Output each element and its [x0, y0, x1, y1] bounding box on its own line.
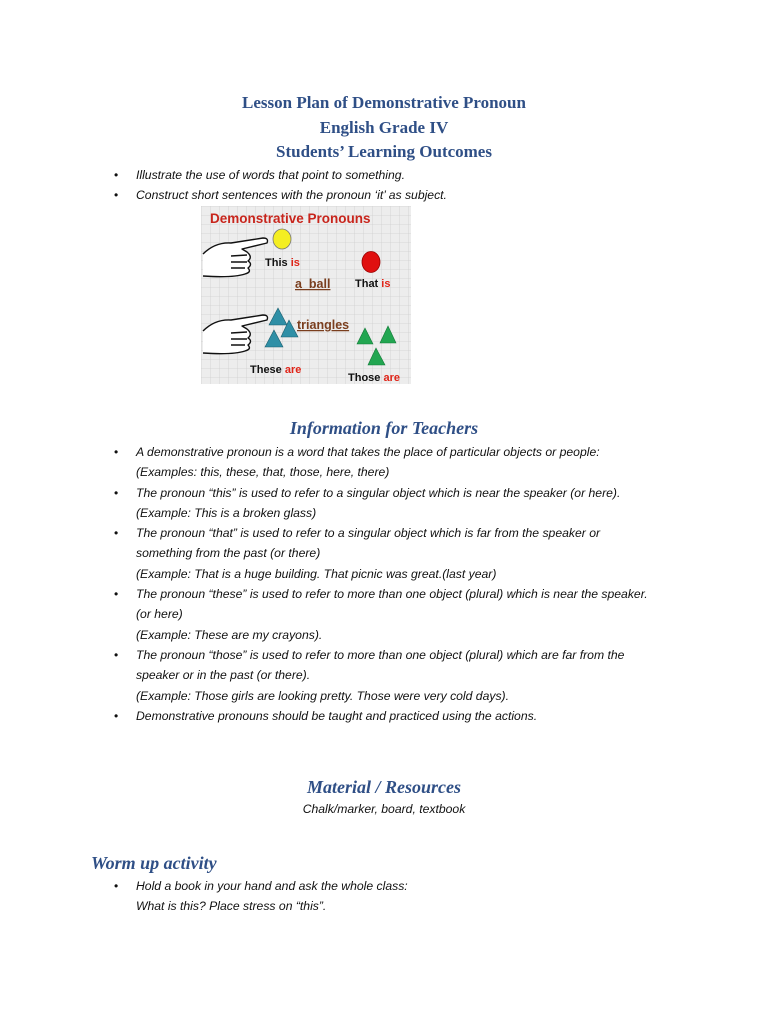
list-item [110, 442, 710, 483]
list-item [110, 584, 710, 645]
triangles-label: triangles [297, 318, 350, 332]
list-item [110, 706, 710, 726]
list-item-text: • Construct short sentences with the pronoun ‘it’ as subject. [136, 188, 447, 203]
list-item [110, 645, 710, 706]
material-heading: Material / Resources [306, 777, 461, 797]
those-are-label [348, 372, 400, 384]
this-is-label [265, 257, 300, 269]
demonstrative-pronouns-illustration [201, 206, 411, 384]
list-item-text-cont: speaker or in the past (or there). [136, 668, 311, 683]
these-word: These [250, 364, 282, 376]
list-item-text: • Demonstrative pronouns should be taught and practiced using the actions. [136, 708, 538, 723]
material-text: Chalk/marker, board, textbook [302, 802, 466, 816]
list-item-text-cont: What is this? Place stress on “this”. [136, 899, 327, 914]
these-are-label [250, 364, 301, 376]
list-item-example: (Example: That is a huge building. That picnic was great.(last year) [136, 566, 497, 581]
list-item-text: • Illustrate the use of words that point to something. [136, 168, 405, 182]
list-item-text: • The pronoun “those” is used to refer to more than one object (plural) which are far from the [136, 647, 625, 662]
outcomes-list [110, 165, 710, 206]
ball-label: a ball [295, 277, 331, 291]
those-word: Those [348, 372, 381, 384]
list-item-text: • The pronoun “that” is used to refer to a singular object which is far from the speaker or [136, 526, 601, 541]
list-item-text: • A demonstrative pronoun is a word that takes the place of particular objects or people: [136, 445, 600, 459]
list-item-text-cont: something from the past (or there) [136, 546, 321, 561]
list-item [110, 165, 710, 185]
that-word: That [355, 278, 379, 290]
list-item-text: • The pronoun “this” is used to refer to a singular object which is near the speaker (or here). [136, 485, 621, 500]
these-verb: are [284, 364, 302, 376]
that-is-label [355, 278, 390, 290]
lesson-title: Lesson Plan of Demonstrative Pronoun [242, 93, 526, 112]
list-item [110, 185, 710, 205]
yellow-ball-icon [273, 229, 291, 249]
list-item-text-cont: (or here) [136, 607, 183, 622]
red-ball-icon [362, 252, 380, 273]
list-item-example: (Examples: this, these, that, those, here, there) [136, 465, 390, 480]
figure-title: Demonstrative Pronouns [210, 211, 371, 226]
list-item [110, 876, 710, 917]
list-item-example: (Example: Those girls are looking pretty. Those were very cold days). [136, 688, 509, 703]
outcomes-heading: Students’ Learning Outcomes [276, 142, 492, 161]
list-item [110, 483, 710, 524]
list-item-example: (Example: This is a broken glass) [136, 505, 317, 520]
those-verb: are [383, 372, 400, 384]
info-list [110, 442, 710, 726]
this-verb: is [290, 257, 300, 269]
grade-subtitle: English Grade IV [319, 118, 449, 137]
list-item-example: (Example: These are my crayons). [136, 627, 323, 642]
list-item-text: • The pronoun “these” is used to refer to more than one object (plural) which is near the speaker. [136, 587, 648, 602]
this-word: This [265, 257, 288, 269]
warmup-heading: Worm up activity [91, 853, 217, 873]
list-item [110, 523, 710, 584]
list-item-text: • Hold a book in your hand and ask the whole class: [136, 879, 408, 893]
info-heading: Information for Teachers [289, 418, 479, 438]
warmup-list [110, 876, 710, 917]
that-verb: is [381, 278, 391, 290]
